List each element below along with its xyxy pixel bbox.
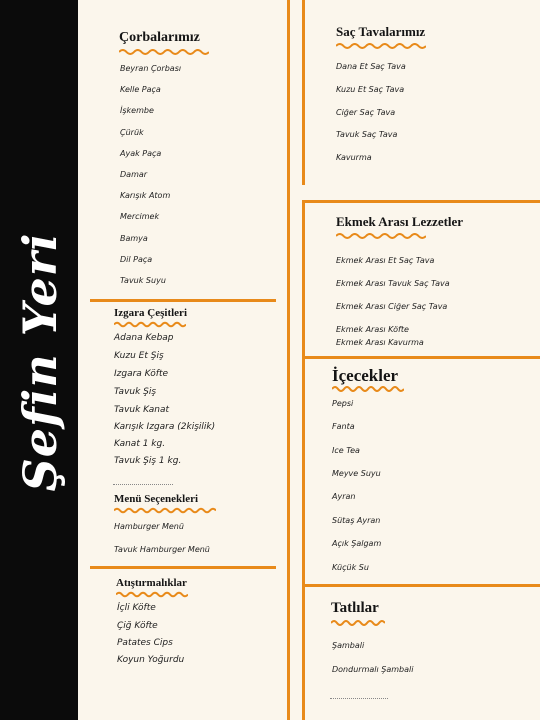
list-item: Izgara Köfte [114,369,169,379]
list-item: Sütaş Ayran [332,516,381,525]
list-item: Ekmek Arası Tavuk Saç Tava [336,279,450,288]
list-item: Tavuk Saç Tava [336,130,398,139]
list-item: Ekmek Arası Ciğer Saç Tava [336,302,448,311]
title-underline-wave [336,232,426,240]
divider-right [302,0,305,185]
list-item: Ciğer Saç Tava [336,108,396,117]
dotted-separator [330,698,388,699]
list-item: Hamburger Menü [114,522,184,531]
list-item: Kuzu Et Şiş [114,351,164,361]
list-item: Çürük [120,128,144,137]
section-title-icecek: İçecekler [332,366,399,385]
section-title-tatli: Tatlılar [331,600,379,616]
list-item: Kelle Paça [120,85,161,94]
divider-izgara [90,299,276,302]
list-item: Adana Kebap [114,333,174,343]
list-item: İçli Köfte [117,603,156,613]
title-underline-wave [116,591,188,598]
list-item: Dondurmalı Şambali [332,665,414,674]
divider-right-lower [302,200,305,720]
list-item: Karışık Atom [120,191,171,200]
list-item: İşkembe [120,106,154,115]
list-item: Ekmek Arası Kavurma [336,338,424,347]
list-item: Beyran Çorbası [120,64,182,73]
divider-atistirmalik [90,566,276,569]
list-item: Mercimek [120,212,160,221]
list-item: Ekmek Arası Köfte [336,325,409,334]
list-item: Tavuk Hamburger Menü [114,545,210,554]
list-item: Fanta [332,422,355,431]
list-item: Kanat 1 kg. [114,439,166,449]
list-item: Dil Paça [120,255,153,264]
list-item: Ice Tea [332,446,360,455]
list-item: Çiğ Köfte [117,621,158,631]
title-underline-wave [114,321,186,328]
list-item: Ekmek Arası Et Saç Tava [336,256,435,265]
section-title-corbalar: Çorbalarımız [119,30,200,45]
list-item: Ayran [332,492,356,501]
section-title-atistirmalik: Atıştırmalıklar [116,577,187,589]
section-title-izgara: Izgara Çeşitleri [114,307,187,319]
title-underline-wave [332,385,404,393]
list-item: Patates Cips [117,638,173,648]
divider-tatli [302,584,540,587]
divider-ekmek [302,200,540,203]
list-item: Damar [120,170,148,179]
section-title-sac: Saç Tavalarımız [336,24,426,39]
sidebar [0,0,78,720]
section-title-ekmek: Ekmek Arası Lezzetler [336,214,464,229]
list-item: Karışık Izgara (2kişilik) [114,422,216,432]
divider-left [287,0,290,720]
brand-logo: Şefin Yeri [13,232,67,492]
list-item: Tavuk Kanat [114,405,170,415]
dotted-separator [113,484,173,485]
list-item: Tavuk Şiş [114,387,157,397]
title-underline-wave [336,42,426,50]
list-item: Kavurma [336,153,372,162]
title-underline-wave [119,48,209,56]
list-item: Şambali [332,641,365,650]
list-item: Ayak Paça [120,149,162,158]
list-item: Kuzu Et Saç Tava [336,85,405,94]
list-item: Dana Et Saç Tava [336,62,406,71]
list-item: Meyve Suyu [332,469,381,478]
title-underline-wave [331,619,385,627]
list-item: Bamya [120,234,148,243]
section-title-menu: Menü Seçenekleri [114,493,199,505]
list-item: Açık Şalgam [332,539,382,548]
list-item: Koyun Yoğurdu [117,655,185,665]
title-underline-wave [114,507,216,514]
list-item: Tavuk Suyu [120,276,166,285]
divider-icecek [302,356,540,359]
list-item: Tavuk Şiş 1 kg. [114,456,182,466]
list-item: Küçük Su [332,563,369,572]
list-item: Pepsi [332,399,354,408]
